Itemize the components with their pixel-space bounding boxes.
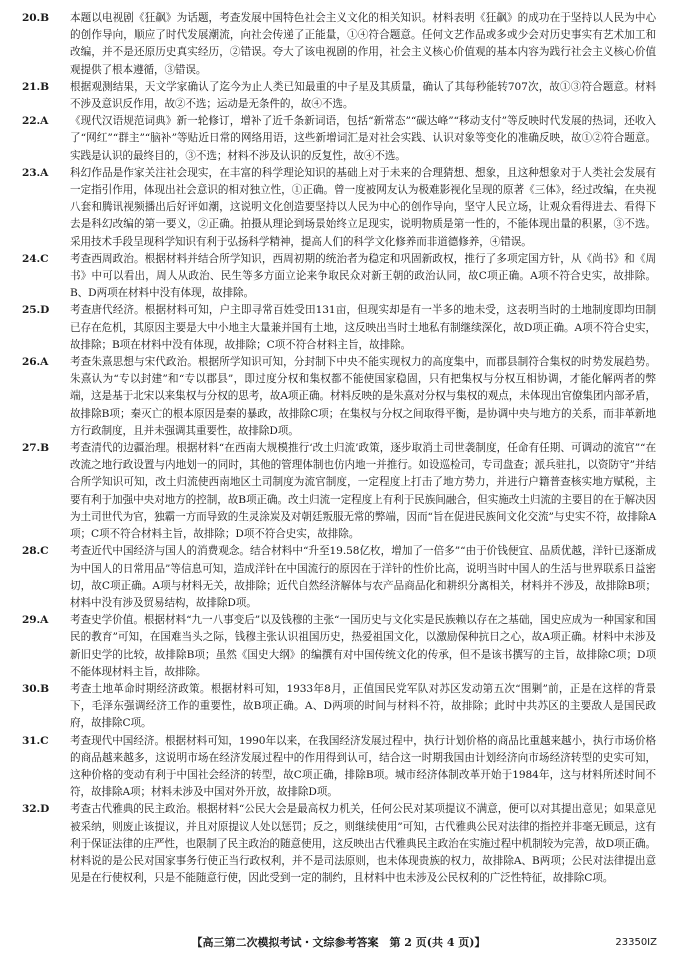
document-code: 23350IZ	[615, 937, 657, 948]
answer-item	[22, 543, 656, 612]
answer-number: 20.B	[22, 12, 49, 24]
answer-text: 考查清代的边疆治理。根据材料“在西南大规模推行‘改土归流’政策，逐步取消土司世袭制度，任命有任期、可调动的流官”“在改流之地行政设置与内地划一的同时，其他的管理体制也仿内地一并推行。如设巡检司，专司盘查；派兵驻扎，以资防守”并结合所学知识可知，改土归流使西南地区土司制度为流官制度，一定程度上打击了地方势力，并进行户籍普查核实地方赋税，主要有利于加强中央对地方的控制，故B项正确。改土归流一定程度上有利于民族间融合，但实施改土归流的主要目的在于解决因为土司世代为官，独霸一方而导致的生灵涂炭及对朝廷叛服无常的弊端，因而“旨在促进民族间文化交流”与史实不符，故排除A项；C项不符合材料主旨，故排除；D项不符合史实，故排除。	[70, 442, 656, 541]
answer-list	[22, 10, 656, 887]
answer-item	[22, 354, 656, 440]
answer-item	[22, 10, 656, 79]
answer-text: 考查近代中国经济与国人的消费观念。结合材料中“升至19.58亿枚，增加了一倍多”“由于价钱便宜、品质优越，洋针已逐渐成为中国人的日常用品”等信息可知，造成洋针在中国流行的原因在于洋针的性价比高，说明当时中国人的生活与世界联系日益密切，故C项正确。A项与材料无关，故排除；近代自然经济解体与农产品商品化和耕织分离相关，材料并不涉及，故排除B项；材料中没有涉及贸易结构，故排除D项。	[70, 545, 656, 609]
answer-number: 21.B	[22, 80, 49, 93]
answer-number: 29.A	[22, 614, 49, 627]
answer-item	[22, 440, 656, 543]
answer-item	[22, 79, 656, 113]
answer-number: 27.B	[22, 442, 49, 455]
answer-item	[22, 302, 656, 354]
answer-text: 考查现代中国经济。根据材料可知，1990年以来，在我国经济发展过程中，执行计划价格的商品比重越来越小，执行市场价格的商品越来越多，这说明市场在经济发展过程中的作用得到认可，结合这一时期我国由计划经济向市场经济转型的史实可知，这种价格的变动有利于中国社会经济的转型，故C项正确，排除B项。城市经济体制改革开始于1984年，这与材料所述时间不符，故排除A项；材料未涉及中国对外开放，故排除D项。	[70, 734, 656, 799]
answer-text: 考查唐代经济。根据材料可知，户主即寻常百姓受田131亩，但现实却是有一半多的地未受，这表明当时的土地制度即均田制已存在危机，其原因主要是大中小地主大量兼并国有土地，这反映出当时土地私有制继续深化，故D项正确。A项不符合史实，故排除；B项在材料中没有体现，故排除；C项不符合材料主旨，故排除。	[70, 304, 656, 351]
answer-number: 23.A	[22, 166, 49, 179]
answer-text: 科幻作品是作家关注社会现实，在丰富的科学理论知识的基础上对于未来的合理猜想、想象，且这种想象对于人类社会发展有一定指引作用，体现出社会意识的相对独立性，①正确。曾一度被网友认为极难影视化呈现的原著《三体》，经过改编，在央视八套和腾讯视频播出后好评如潮，这说明文化创造要坚持以人民为中心的创作导向，坚守人民立场，让观众看得进去、看得下去是科幻改编的第一要义，②正确。拍摄从理论到场景始终立足现实，说明物质是第一性的，不能体现出量的积累，③不选。采用技术手段呈现科学知识有利于弘扬科学精神，提高人们的科学文化修养而非道德修养，④错误。	[70, 166, 656, 248]
answer-item	[22, 801, 656, 887]
answer-text: 根据观测结果，天文学家确认了迄今为止人类已知最重的中子星及其质量，确认了其每秒能转707次，故①③符合题意。材料不涉及意识反作用，故②不选；运动是无条件的，故④不选。	[70, 80, 656, 111]
answer-text: 考查朱熹思想与宋代政治。根据所学知识可知，分封制下中央不能实现权力的高度集中，而郡县制符合集权的时势发展趋势。朱熹认为“专以封建”和“专以郡县”，即过度分权和集权都不能使国家稳固，只有把集权与分权互相协调，才能化解两者的弊端，这是基于北宋以来集权与分权的思考，故A项正确。材料反映的是朱熹对分权与集权的观点，未体现出官僚集团内部矛盾，故排除B项；秦灭亡的根本原因是秦的暴政，故排除C项；在集权与分权之间取得平衡，是协调中央与地方的关系，而非革新地方行政制度，且并未强调其重要性，故排除D项。	[70, 356, 656, 437]
answer-number: 30.B	[22, 682, 49, 695]
answer-number: 32.D	[22, 803, 50, 816]
page-footer	[0, 935, 677, 951]
answer-item	[22, 113, 656, 165]
answer-text: 《现代汉语规范词典》新一轮修订，增补了近千条新词语，包括“新常态”“碳达峰”“移动支付”等反映时代发展的热词，还收入了“网红”“群主”“脑补”等贴近日常的网络用语，这些新增词汇是对社会实践、认识对象等变化的准确反映，故①②符合题意。实践是认识的最终目的，③不选；材料不涉及认识的反复性，故④不选。	[70, 115, 656, 162]
answer-text: 考查西周政治。根据材料并结合所学知识，西周初期的统治者为稳定和巩固新政权，推行了多项定国方针，从《尚书》和《周书》中可以看出，周人从政治、民生等多方面立论来争取民众对新王朝的政治认同，故C项正确。A项不符合史实，故排除。B、D两项在材料中没有体现，故排除。	[70, 252, 656, 300]
answer-text: 考查古代雅典的民主政治。根据材料“公民大会是最高权力机关，任何公民对某项提议不满意，便可以对其提出意见；如果意见被采纳，则废止该提议，并且对原提议人处以惩罚；反之，则继续使用”可知，古代雅典公民对法律的指控并非毫无顾忌，这有利于保证法律的庄严性，也限制了民主政治的随意使用，这反映出古代雅典民主政治在实施过程中机制较为完善，故D项正确。材料说的是公民对国家事务行使正当行政权利，并不是司法原则，也未体现贵族的权力，故排除A、B两项；公民对法律提出意见是在行使权利，只是不能随意行使，因此受到一定的制约，且材料中也未涉及公民权利的广泛性特征，故排除C项。	[70, 803, 656, 885]
footer-title: 【高三第二次模拟考试・文综参考答案 第 2 页(共 4 页)】	[191, 936, 486, 949]
answer-number: 28.C	[22, 545, 49, 558]
answer-number: 31.C	[22, 734, 49, 747]
answer-item	[22, 733, 656, 802]
answer-text: 考查土地革命时期经济政策。根据材料可知，1933年8月，正值国民党军队对苏区发动第五次“围剿”前，正是在这样的背景下，毛泽东强调经济工作的重要性，故B项正确。A、D两项的时间与材料不符，故排除；此时中共苏区的主要敌人是国民政府，故排除C项。	[70, 682, 656, 730]
answer-text: 考查史学价值。根据材料“九一八事变后”以及钱穆的主张“一国历史与文化实是民族赖以存在之基础，国史应成为一种国家和国民的教育”可知，在国难当头之际，钱穆主张认识祖国历史，热爱祖国文化，以激励保种抗日之心，故A项正确。材料中未涉及新旧史学的比较，故排除B项；虽然《国史大纲》的编撰有对中国传统文化的传承，但不是该书撰写的主旨，故排除C项；D项不能体现材料主旨，故排除。	[70, 614, 656, 678]
answer-number: 26.A	[22, 356, 49, 369]
answer-number: 25.D	[22, 304, 50, 317]
answer-item	[22, 612, 656, 681]
answer-number: 24.C	[22, 252, 49, 265]
answer-text: 本题以电视剧《狂飙》为话题，考查发展中国特色社会主义文化的相关知识。材料表明《狂飙》的成功在于坚持以人民为中心的创作导向，顺应了时代发展潮流，向社会传递了正能量，①④符合题意。任何文艺作品或多或少会对历史事实有艺术加工和改编，并不是还原历史真实经历，②错误。夸大了该电视剧的作用，社会主义核心价值观的基本内容为践行社会主义核心价值观提供了根本遵循，③错误。	[70, 12, 656, 76]
answer-number: 22.A	[22, 115, 49, 128]
answer-item	[22, 251, 656, 303]
answer-item	[22, 681, 656, 733]
answer-item	[22, 165, 656, 251]
